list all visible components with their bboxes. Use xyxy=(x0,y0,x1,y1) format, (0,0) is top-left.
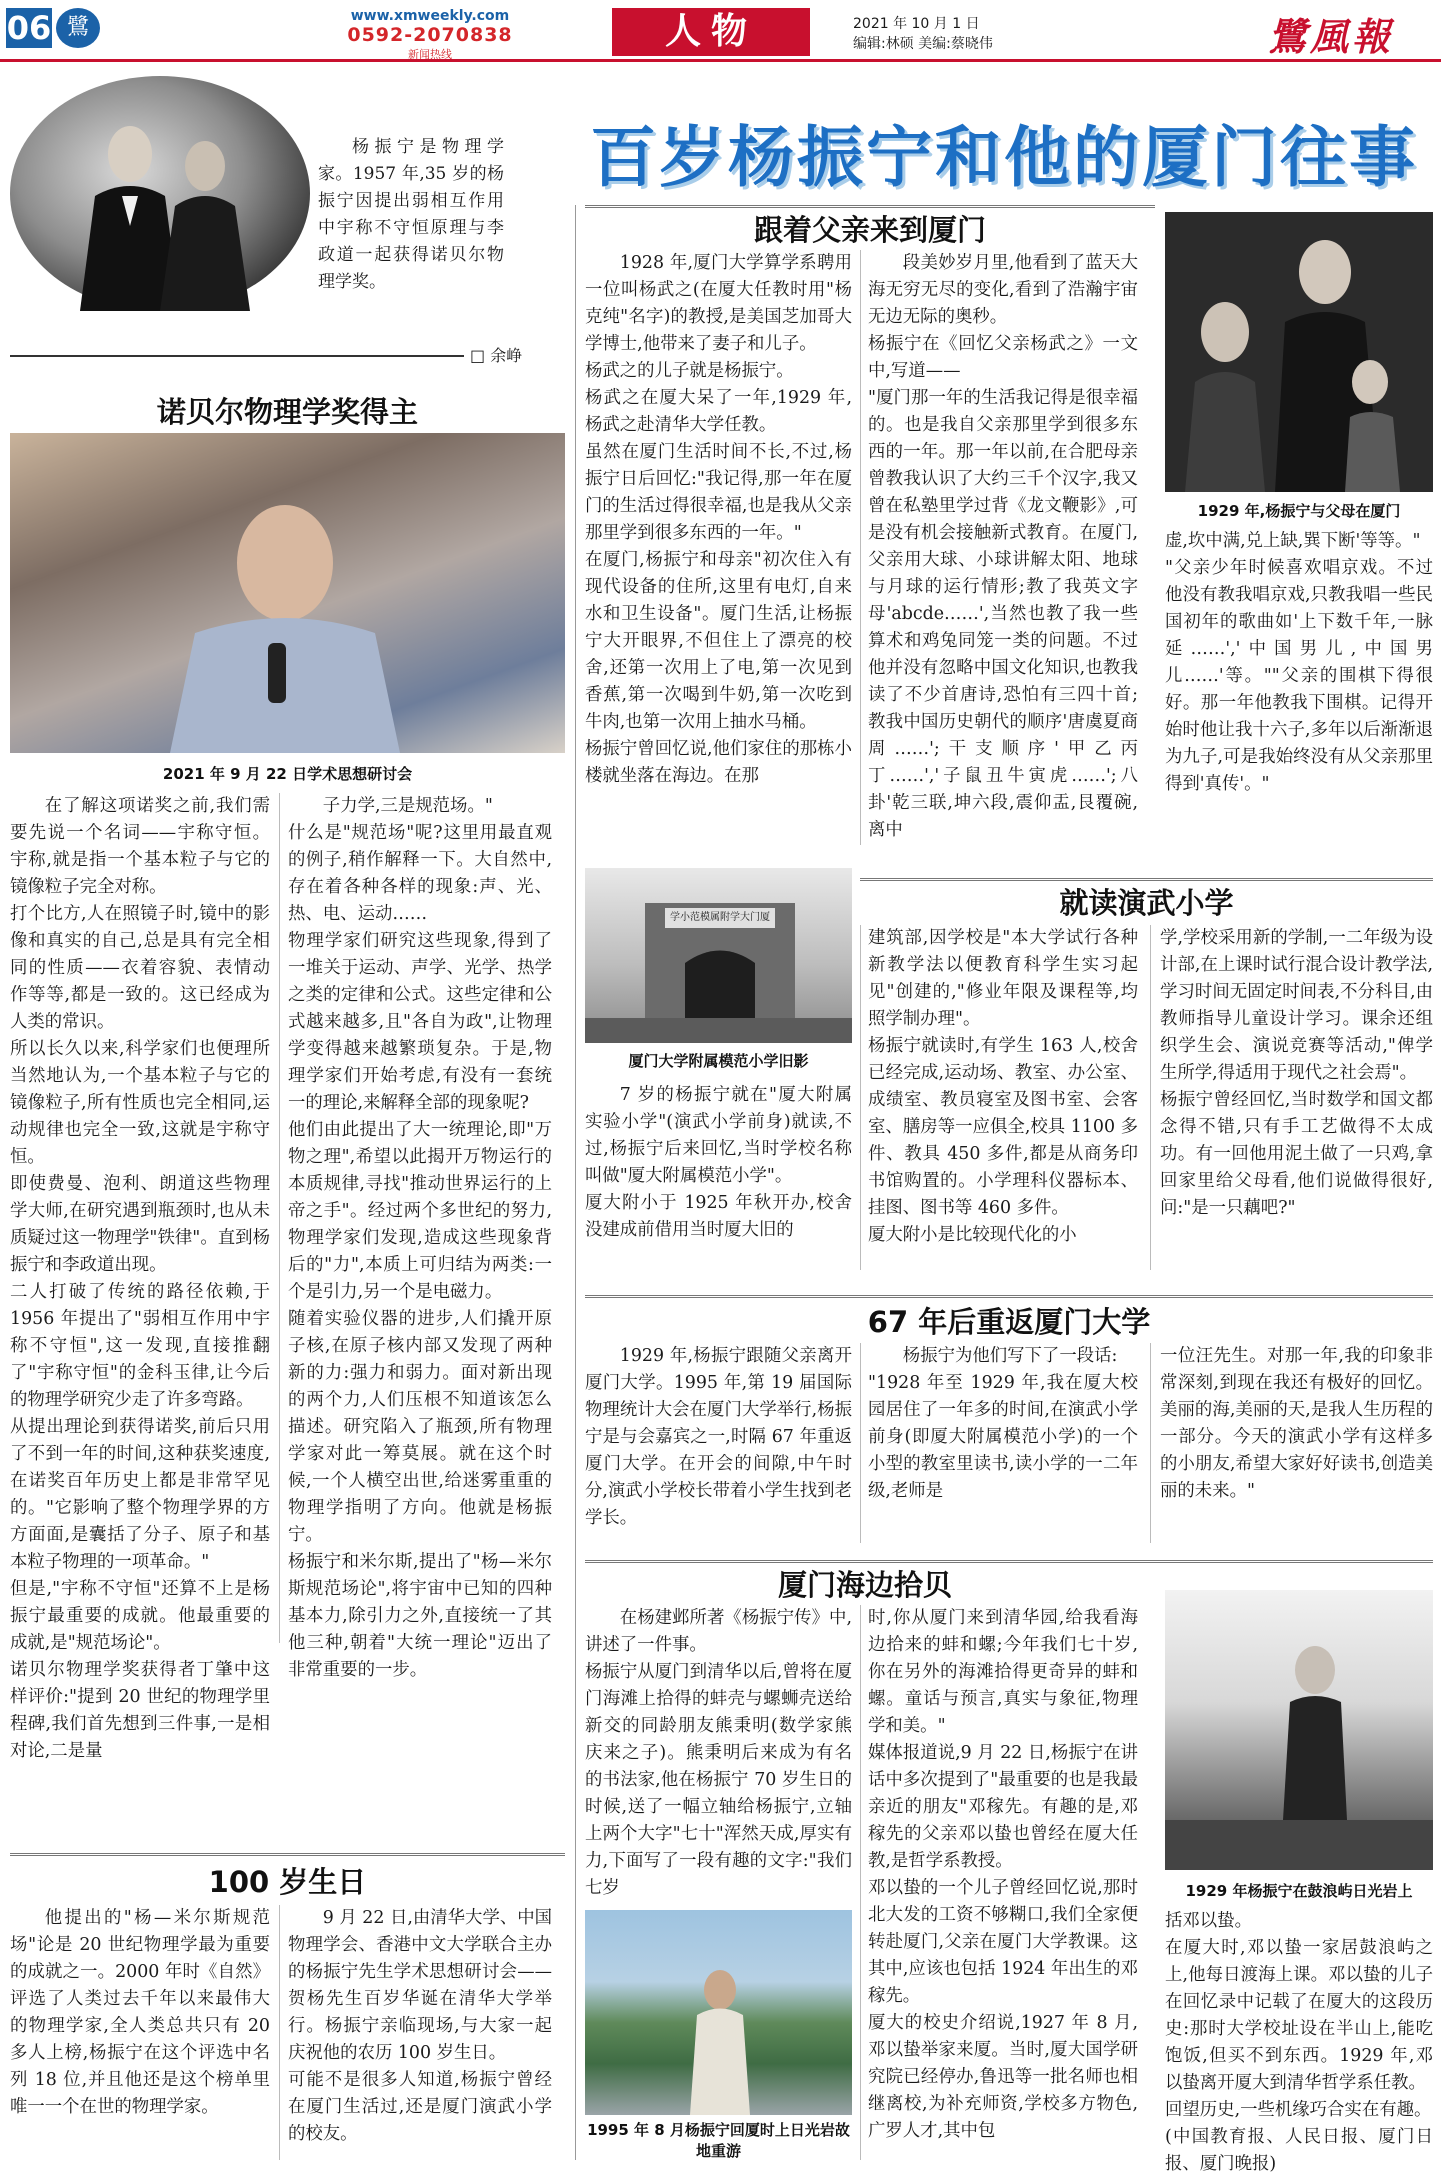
return-col-3 xyxy=(1160,1343,1433,1543)
paper-name-logo: 鷺風報 xyxy=(1268,14,1395,59)
photo-1995 xyxy=(585,1910,852,2115)
school-photo-caption: 厦门大学附属模范小学旧影 xyxy=(628,1052,809,1070)
page-logo-icon: 鷺 xyxy=(56,8,100,48)
school-col-2 xyxy=(868,925,1138,1270)
portrait-figures xyxy=(10,76,310,311)
divider xyxy=(1150,1343,1151,1543)
father-col-2-text: 段美妙岁月里,他看到了蓝天大海无穷无尽的变化,看到了浩瀚宇宙无边无际的奥秒。 杨振宁在《回忆父亲杨武之》一文中,写道—— "厦门那一年的生活我记得是很幸福的。也是我自父亲那里学到很多东西的一年。那一年以前,在合肥母亲曾教我认识了大约三千个汉字,我又曾在私塾里学过背《龙文鞭影》,可是没有机会接触新式教育。在厦门,父亲用大球、小球讲解太阳、地球与月球的运行情形;教了我英文字母'abcde……',当然也教了我一些算术和鸡兔同笼一类的问题。不过他并没有忽略中国文化知识,也教我读了不少首唐诗,恐怕有三四十首;教我中国历史朝代的顺序'唐虞夏商周……';干支顺序'甲乙丙丁……','子鼠丑牛寅虎……';八卦'乾三联,坤六段,震仰盂,艮覆碗,离中 xyxy=(868,253,1138,840)
return-col-1 xyxy=(585,1343,852,1543)
main-title: 百岁杨振宁和他的厦门往事 xyxy=(590,119,1418,196)
date-box xyxy=(853,14,993,54)
birthday-col-2 xyxy=(288,1905,552,2160)
shells-col-2 xyxy=(868,1605,1138,2160)
page-divider xyxy=(575,205,576,2160)
divider xyxy=(1150,925,1151,1270)
intro-divider xyxy=(10,355,464,357)
shells-col-1 xyxy=(585,1605,852,1905)
nobel-photo xyxy=(10,433,565,753)
nobel-col-2-text: 子力学,三是规范场。" 什么是"规范场"呢?这里用最直观的例子,稍作解释一下。大自然中,存在着各种各样的现象:声、光、热、电、运动…… 物理学家们研究这些现象,得到了一堆关于运动、声学、光学、热学之类的定律和公式。这些定律和公式越来越多,且"各自为政",让物理学变得越来越繁琐复杂。于是,物理学家们开始考虑,有没有一套统一的理论,来解释全部的现象呢? 他们由此提出了大一统理论,即"万物之理",希望以此揭开万物运行的本质规律,寻找"推动世界运行的上帝之手"。经过两个多世纪的努力,物理学家们发现,造成这些现象背后的"力",本质上可归结为两类:一个是引力,另一个是电磁力。 随着实验仪器的进步,人们撬开原子核,在原子核内部又发现了两种新的力:强力和弱力。面对新出现的两个力,人们压根不知道该怎么描述。研究陷入了瓶颈,所有物理学家对此一筹莫展。就在这个时候,一个人横空出世,给迷雾重重的物理学指明了方向。他就是杨振宁。 杨振宁和米尔斯,提出了"杨—米尔斯规范场论",将宇宙中已知的四种基本力,除引力之外,直接统一了其他三种,朝着"大统一理论"迈出了非常重要的一步。 xyxy=(288,796,552,1680)
birthday-heading: 100 岁生日 xyxy=(208,1865,367,1899)
photo-1995-figure xyxy=(585,1910,852,2115)
nobel-photo-figure xyxy=(10,433,565,753)
return-col-2 xyxy=(868,1343,1138,1543)
school-col-1 xyxy=(585,1082,852,1272)
portrait-circle xyxy=(10,76,310,311)
editors-line: 编辑:林硕 美编:蔡晓伟 xyxy=(853,36,993,52)
father-col-3-text: 虚,坎中满,兑上缺,巽下断'等等。" "父亲少年时候喜欢唱京戏。不过他没有教我唱京戏,只教我唱一些民国初年的歌曲如'上下数千年,一脉延……','中国男儿,中国男儿……'等。""父亲的围棋下得很好。那一年他教我下围棋。记得开始时他让我十六子,多年以后渐渐退为九子,可是我始终没有从父亲那里得到'真传'。" xyxy=(1165,531,1433,794)
shells-col-1-text: 在杨建邺所著《杨振宁传》中,讲述了一件事。 杨振宁从厦门到清华以后,曾将在厦门海滩上拾得的蚌壳与螺蛳壳送给新交的同龄朋友熊秉明(数学家熊庆来之子)。熊秉明后来成为有名的书法家,他在杨振宁 70 岁生日的时候,送了一幅立轴给杨振宁,立轴上两个大字"七十"浑然天成,厚实有力,下面写了一段有趣的文字:"我们七岁 xyxy=(585,1608,852,1898)
intro-text: 杨振宁是物理学家。1957 年,35 岁的杨振宁因提出弱相互作用中宇称不守恒原理与李政道一起获得诺贝尔物理学奖。 xyxy=(318,137,504,292)
shells-col-3 xyxy=(1165,1908,1433,2174)
father-col-1-text: 1928 年,厦门大学算学系聘用一位叫杨武之(在厦大任教时用"杨克纯"名字)的教授,是美国芝加哥大学博士,他带来了妻子和儿子。 杨武之的儿子就是杨振宁。 杨武之在厦大呆了一年,1929 年,杨武之赴清华大学任教。 虽然在厦门生活时间不长,不过,杨振宁日后回忆:"我记得,那一年在厦门的生活过得很幸福,也是我从父亲那里学到很多东西的一年。" 在厦门,杨振宁和母亲"初次住入有现代设备的住所,这里有电灯,自来水和卫生设备"。厦门生活,让杨振宁大开眼界,不但住上了漂亮的校舍,还第一次用上了电,第一次见到香蕉,第一次喝到牛奶,第一次吃到牛肉,也第一次用上抽水马桶。 杨振宁曾回忆说,他们家住的那栋小楼就坐落在海边。在那 xyxy=(585,253,852,786)
hotline-label: 新闻热线 xyxy=(408,48,452,61)
return-col-2-text: 杨振宁为他们写下了一段话: "1928 年至 1929 年,我在厦大校园居住了一年多的时间,在演武小学前身(即厦大附属模范小学)的一个小型的教室里读书,读小学的一二年级,老师是 xyxy=(868,1346,1138,1501)
nobel-col-2 xyxy=(288,793,552,1680)
photo-1995-caption: 1995 年 8 月杨振宁回厦时上日光岩故地重游 xyxy=(587,2121,850,2160)
divider xyxy=(860,1343,861,1543)
divider xyxy=(279,793,280,1643)
shells-col-2-text: 时,你从厦门来到清华园,给我看海边拾来的蚌和螺;今年我们七十岁,你在另外的海滩拾得更奇异的蚌和螺。童话与预言,真实与象征,物理学和美。" 媒体报道说,9 月 22 日,杨振宁在讲话中多次提到了"最重要的也是我最亲近的朋友"邓稼先。有趣的是,邓稼先的父亲邓以蛰也曾经在厦大任教,是哲学系教授。 邓以蛰的一个儿子曾经回忆说,那时北大发的工资不够糊口,我们全家便转赴厦门,父亲在厦门大学教课。这其中,应该也包括 1924 年出生的邓稼先。 厦大的校史介绍说,1927 年 8 月,邓以蛰举家来厦。当时,厦大国学研究院已经停办,鲁迅等一批名师也相继离校,为补充师资,学校多方物色,广罗人才,其中包 xyxy=(868,1608,1138,2141)
nobel-photo-caption: 2021 年 9 月 22 日学术思想研讨会 xyxy=(162,765,413,783)
divider xyxy=(279,1905,280,2160)
family-photo xyxy=(1165,212,1433,492)
divider xyxy=(860,250,861,845)
father-col-1 xyxy=(585,250,852,845)
father-col-3 xyxy=(1165,528,1433,846)
birthday-col-1-text: 他提出的"杨—米尔斯规范场"论是 20 世纪物理学最为重要的成就之一。2000 年时《自然》评选了人类过去千年以来最伟大的物理学家,全人类总共只有 20 多人上榜,杨振宁在这个评选中名列 18 位,并且他还是这个榜单里唯一一个在世的物理学家。 xyxy=(10,1908,270,2117)
family-photo-caption: 1929 年,杨振宁与父母在厦门 xyxy=(1197,502,1401,520)
father-heading: 跟着父亲来到厦门 xyxy=(753,213,986,247)
site-url[interactable]: www.xmweekly.com xyxy=(350,8,510,24)
school-col-3-text: 学,学校采用新的学制,一二年级为设计部,在上课时试行混合设计教学法,学习时间无固定时间表,不分科目,由教师指导儿童设计学习。课余还组织学生会、演说竞赛等活动,"俾学生所学,得适用于现代之社会焉"。 杨振宁曾经回忆,当时数学和国文都念得不错,只有手工艺做得不太成功。有一回他用泥土做了一只鸡,拿回家里给父母看,他们说做得很好,问:"是一只藕吧?" xyxy=(1160,928,1433,1218)
return-heading-line xyxy=(585,1295,1433,1298)
school-sign: 学小范模属附学大门厦 xyxy=(670,912,770,923)
page-number: 06 xyxy=(6,9,52,47)
issue-date: 2021 年 10 月 1 日 xyxy=(853,16,980,32)
shells-heading: 厦门海边拾贝 xyxy=(777,1568,952,1602)
family-photo-figures xyxy=(1165,212,1433,492)
nobel-col-1 xyxy=(10,793,270,1761)
shells-col-3-text: 括邓以蛰。 在厦大时,邓以蛰一家居鼓浪屿之上,他每日渡海上课。邓以蛰的儿子在回忆录中记载了在厦大的这段历史:那时大学校址设在半山上,能吃饱饭,但买不到东西。1929 年,邓以蛰离开厦大到清华哲学系任教。 回望历史,一些机缘巧合实在有趣。 (中国教育报、人民日报、厦门日报、厦门晚报) xyxy=(1165,1911,1433,2174)
hotline-phone: 0592-2070838 xyxy=(347,24,513,46)
father-col-2 xyxy=(868,250,1138,845)
photo-1929-caption: 1929 年杨振宁在鼓浪屿日光岩上 xyxy=(1185,1882,1413,1900)
photo-1929-figure xyxy=(1165,1590,1433,1870)
return-heading: 67 年后重返厦门大学 xyxy=(867,1305,1151,1339)
school-col-1-text: 7 岁的杨振宁就在"厦大附属实验小学"(演武小学前身)就读,不过,杨振宁后来回忆,当时学校名称叫做"厦大附属模范小学"。 厦大附小于 1925 年秋开办,校舍没建成前借用当时厦大旧的 xyxy=(585,1085,852,1240)
birthday-col-1 xyxy=(10,1905,270,2160)
site-box xyxy=(330,8,530,61)
nobel-heading: 诺贝尔物理学奖得主 xyxy=(156,395,418,429)
divider xyxy=(860,1605,861,2160)
school-gate-figure xyxy=(585,868,852,1043)
birthday-heading-line xyxy=(10,1853,565,1856)
school-col-2-text: 建筑部,因学校是"本大学试行各种新教学法以便教育科学生实习起见"创建的,"修业年限及课程等,均照学制办理"。 杨振宁就读时,有学生 163 人,校舍已经完成,运动场、教室、办公室、成绩室、教员寝室及图书室、会客室、膳房等一应俱全,校具 1100 多件、教具 450 多件,都是从商务印书馆购置的。小学理科仪器标本、挂图、图书等 460 多件。 厦大附小是比较现代化的小 xyxy=(868,928,1138,1245)
intro-author: □ 余峥 xyxy=(470,346,523,365)
divider xyxy=(860,925,861,1270)
school-col-3 xyxy=(1160,925,1433,1270)
return-col-3-text: 一位汪先生。对那一年,我的印象非常深刻,到现在我还有极好的回忆。美丽的海,美丽的天,是我人生历程的一部分。今天的演武小学有这样多的小朋友,希望大家好好读书,创造美丽的未来。" xyxy=(1160,1346,1433,1501)
nobel-col-1-text: 在了解这项诺奖之前,我们需要先说一个名词——宇称守恒。宇称,就是指一个基本粒子与它的镜像粒子完全对称。 打个比方,人在照镜子时,镜中的影像和真实的自己,总是具有完全相同的性质——衣着容貌、表情动作等等,都是一致的。这已经成为人类的常识。 所以长久以来,科学家们也便理所当然地认为,一个基本粒子与它的镜像粒子,所有性质也完全相同,运动规律也完全一致,这就是宇称守恒。 即使费曼、泡利、朗道这些物理学大师,在研究遇到瓶颈时,也从未质疑过这一物理学"铁律"。直到杨振宁和李政道出现。 二人打破了传统的路径依赖,于 1956 年提出了"弱相互作用中宇称不守恒",这一发现,直接推翻了"宇称守恒"的金科玉律,让今后的物理学研究少走了许多弯路。 从提出理论到获得诺奖,前后只用了不到一年的时间,这种获奖速度,在诺奖百年历史上都是非常罕见的。"它影响了整个物理学界的方方面面,是囊括了分子、原子和基本粒子物理的一项革命。" 但是,"宇称不守恒"还算不上是杨振宁最重要的成就。他最重要的成就,是"规范场论"。 诺贝尔物理学奖获得者丁肇中这样评价:"提到 20 世纪的物理学里程碑,我们首先想到三件事,一是相对论,二是量 xyxy=(10,796,270,1761)
photo-1929 xyxy=(1165,1590,1433,1870)
school-photo xyxy=(585,868,852,1043)
section-tag: 人物 xyxy=(612,8,810,56)
birthday-col-2-text: 9 月 22 日,由清华大学、中国物理学会、香港中文大学联合主办的杨振宁先生学术思想研讨会——贺杨先生百岁华诞在清华大学举行。杨振宁亲临现场,与大家一起庆祝他的农历 100 岁生日。 可能不是很多人知道,杨振宁曾经在厦门生活过,还是厦门演武小学的校友。 xyxy=(288,1908,553,2144)
school-heading: 就读演武小学 xyxy=(1059,886,1234,920)
return-col-1-text: 1929 年,杨振宁跟随父亲离开厦门大学。1995 年,第 19 届国际物理统计大会在厦门大学举行,杨振宁是与会嘉宾之一,时隔 67 年重返厦门大学。在开会的间隙,中午时分,演武小学校长带着小学生找到老学长。 xyxy=(585,1346,852,1528)
